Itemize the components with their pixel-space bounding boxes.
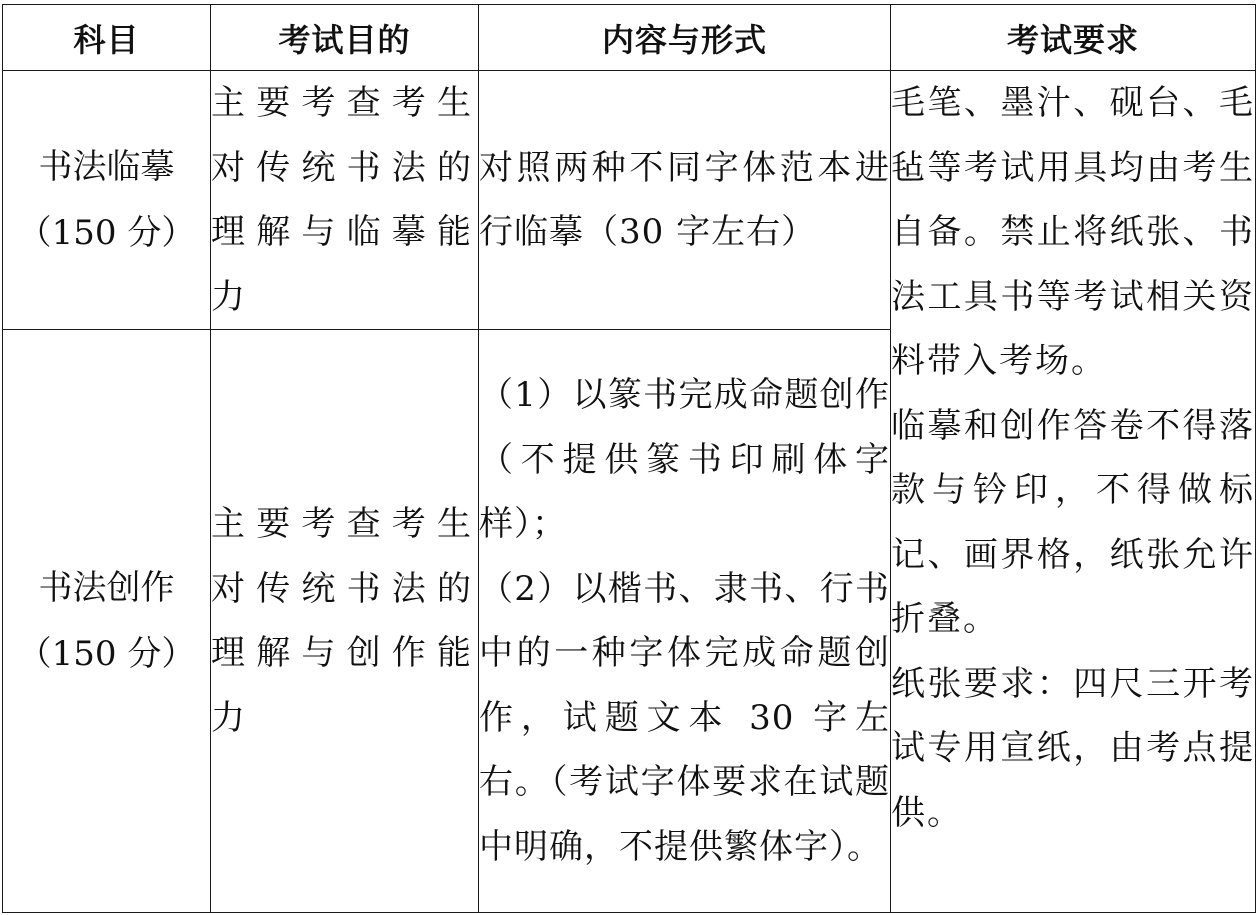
- content-paragraph: （2）以楷书、隶书、行书中的一种字体完成命题创作，试题文本 30 字左右。（考试字体要求在试题中明确，不提供繁体字）。: [479, 568, 890, 867]
- requirement-tools: 毛笔、墨汁、砚台、毛毡等考试用具均由考生自备。禁止将纸张、书法工具书等考试相关资料带入考场。: [891, 83, 1255, 381]
- subject-cell-copying: [3, 71, 211, 330]
- subject-score: （150 分）: [17, 634, 196, 674]
- subject-name: 书法临摹: [38, 147, 175, 187]
- table-row-copying: [3, 71, 1256, 330]
- subject-score: （150 分）: [17, 213, 196, 253]
- header-row: [3, 5, 1256, 71]
- requirement-answer-sheet: 临摹和创作答卷不得落款与钤印，不得做标记、画界格，纸张允许折叠。: [891, 405, 1255, 639]
- header-subject: 科目: [3, 5, 211, 71]
- subject-name: 书法创作: [38, 568, 175, 608]
- exam-subject-table: [2, 4, 1256, 913]
- purpose-cell-copying: 主要考查考生对传统书法的理解与临摹能力: [211, 71, 479, 330]
- header-purpose: 考试目的: [211, 5, 479, 71]
- purpose-cell-creation: 主要考查考生对传统书法的理解与创作能力: [211, 330, 479, 913]
- requirements-cell: [891, 71, 1256, 913]
- content-paragraph: （1）以篆书完成命题创作（不提供篆书印刷体字样）；: [479, 375, 890, 544]
- header-requirements: 考试要求: [891, 5, 1256, 71]
- requirement-paper: 纸张要求：四尺三开考试专用宣纸，由考点提供。: [891, 663, 1255, 833]
- header-content: 内容与形式: [479, 5, 891, 71]
- content-paragraph: 对照两种不同字体范本进行临摹（30 字左右）: [479, 147, 890, 252]
- subject-cell-creation: [3, 330, 211, 913]
- content-cell-creation: [479, 330, 891, 913]
- content-cell-copying: [479, 71, 891, 330]
